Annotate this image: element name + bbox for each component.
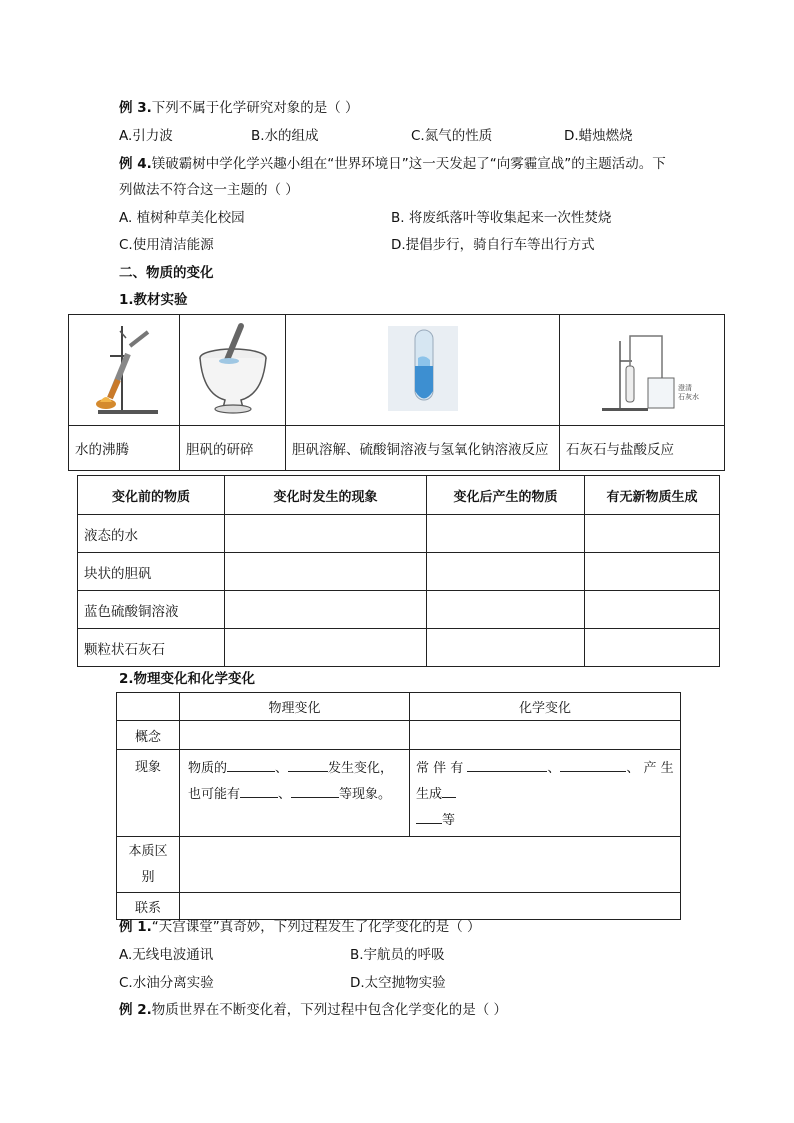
blank[interactable] bbox=[240, 785, 278, 798]
table-row bbox=[78, 515, 720, 553]
example-label: 例 2. bbox=[119, 1002, 152, 1018]
blank[interactable] bbox=[227, 759, 275, 772]
experiment-caption: 胆矾的研碎 bbox=[180, 426, 286, 471]
table-row bbox=[78, 553, 720, 591]
test-tube-illustration bbox=[286, 315, 560, 426]
experiments-table bbox=[68, 314, 725, 471]
answer-cell[interactable] bbox=[585, 629, 720, 667]
limestone-illustration bbox=[560, 315, 725, 426]
blank[interactable] bbox=[291, 785, 339, 798]
blank[interactable] bbox=[288, 759, 328, 772]
option-a: A.无线电波通讯 bbox=[119, 947, 214, 963]
gas-apparatus-icon bbox=[572, 316, 712, 421]
observation-table bbox=[77, 475, 720, 667]
row-label: 液态的水 bbox=[78, 515, 225, 553]
boiling-water-illustration bbox=[69, 315, 180, 426]
answer-cell[interactable] bbox=[180, 837, 681, 893]
option-a: A. 植树种草美化校园 bbox=[119, 210, 245, 226]
comparison-table bbox=[116, 692, 681, 920]
physical-change-header: 物理变化 bbox=[180, 693, 410, 721]
physical-phenomenon-cell: 物质的 、 发生变化， 也可能有 、 等现象。 bbox=[180, 750, 410, 837]
test-tube-icon bbox=[388, 326, 458, 411]
option-d: D.提倡步行，骑自行车等出行方式 bbox=[391, 237, 595, 253]
example-2-question: 例 2.物质世界在不断变化着，下列过程中包含化学变化的是（ ） bbox=[119, 1002, 508, 1018]
answer-cell[interactable] bbox=[427, 553, 585, 591]
column-header: 变化前的物质 bbox=[78, 476, 225, 515]
section-heading: 二、物质的变化 bbox=[119, 265, 214, 281]
option-b: B.水的组成 bbox=[251, 128, 319, 144]
blank[interactable] bbox=[467, 759, 547, 772]
experiment-caption: 胆矾溶解、硫酸铜溶液与氢氧化钠溶液反应 bbox=[286, 426, 560, 471]
answer-cell[interactable] bbox=[225, 591, 427, 629]
chemical-change-header: 化学变化 bbox=[410, 693, 681, 721]
row-label: 颗粒状石灰石 bbox=[78, 629, 225, 667]
answer-cell[interactable] bbox=[427, 629, 585, 667]
table-row bbox=[78, 591, 720, 629]
option-c: C.氮气的性质 bbox=[411, 128, 493, 144]
blank[interactable] bbox=[560, 759, 626, 772]
answer-cell[interactable] bbox=[427, 591, 585, 629]
mortar-illustration bbox=[180, 315, 286, 426]
option-c: C.使用清洁能源 bbox=[119, 237, 214, 253]
blank[interactable] bbox=[416, 811, 442, 824]
beaker-label-2: 石灰水 bbox=[678, 392, 699, 401]
column-header: 变化时发生的现象 bbox=[225, 476, 427, 515]
answer-cell[interactable] bbox=[225, 553, 427, 591]
chemical-phenomenon-cell: 常 伴 有 、 、 产 生 生成 等 bbox=[410, 750, 681, 837]
answer-cell[interactable] bbox=[410, 721, 681, 750]
answer-cell[interactable] bbox=[225, 515, 427, 553]
example-4-question-cont: 列做法不符合这一主题的（ ） bbox=[119, 182, 299, 198]
column-header: 变化后产生的物质 bbox=[427, 476, 585, 515]
answer-cell[interactable] bbox=[225, 629, 427, 667]
blank[interactable] bbox=[442, 785, 456, 798]
option-b: B. 将废纸落叶等收集起来一次性焚烧 bbox=[391, 210, 612, 226]
concept-label: 概念 bbox=[117, 721, 180, 750]
column-header: 有无新物质生成 bbox=[585, 476, 720, 515]
answer-cell[interactable] bbox=[427, 515, 585, 553]
example-3-question: 例 3.下列不属于化学研究对象的是（ ） bbox=[119, 100, 359, 116]
phenomenon-label: 现象 bbox=[117, 750, 180, 837]
option-c: C.水油分离实验 bbox=[119, 975, 214, 991]
example-4-question: 例 4.镁破霸树中学化学兴趣小组在“世界环境日”这一天发起了“向雾霾宣战”的主题活动。下 bbox=[119, 156, 666, 172]
option-d: D.蜡烛燃烧 bbox=[564, 128, 633, 144]
example-label: 例 4. bbox=[119, 156, 152, 172]
row-label: 蓝色硫酸铜溶液 bbox=[78, 591, 225, 629]
subsection-heading: 1.教材实验 bbox=[119, 292, 188, 308]
option-d: D.太空抛物实验 bbox=[350, 975, 446, 991]
example-label: 例 1. bbox=[119, 919, 152, 935]
example-label: 例 3. bbox=[119, 100, 152, 116]
answer-cell[interactable] bbox=[585, 553, 720, 591]
answer-cell[interactable] bbox=[180, 721, 410, 750]
mortar-pestle-icon bbox=[183, 316, 283, 421]
experiment-caption: 石灰石与盐酸反应 bbox=[560, 426, 725, 471]
essence-label: 本质区 别 bbox=[117, 837, 180, 893]
subsection-heading: 2.物理变化和化学变化 bbox=[119, 671, 256, 687]
link-label: 联系 bbox=[117, 893, 180, 920]
experiment-caption: 水的沸腾 bbox=[69, 426, 180, 471]
option-b: B.宇航员的呼吸 bbox=[350, 947, 445, 963]
boiling-apparatus-icon bbox=[70, 316, 178, 421]
row-label: 块状的胆矾 bbox=[78, 553, 225, 591]
answer-cell[interactable] bbox=[585, 591, 720, 629]
beaker-label-1: 澄清 bbox=[678, 383, 692, 392]
answer-cell[interactable] bbox=[585, 515, 720, 553]
example-1-question: 例 1.“天宫课堂”真奇妙，下列过程发生了化学变化的是（ ） bbox=[119, 919, 481, 935]
option-a: A.引力波 bbox=[119, 128, 173, 144]
table-row bbox=[78, 629, 720, 667]
